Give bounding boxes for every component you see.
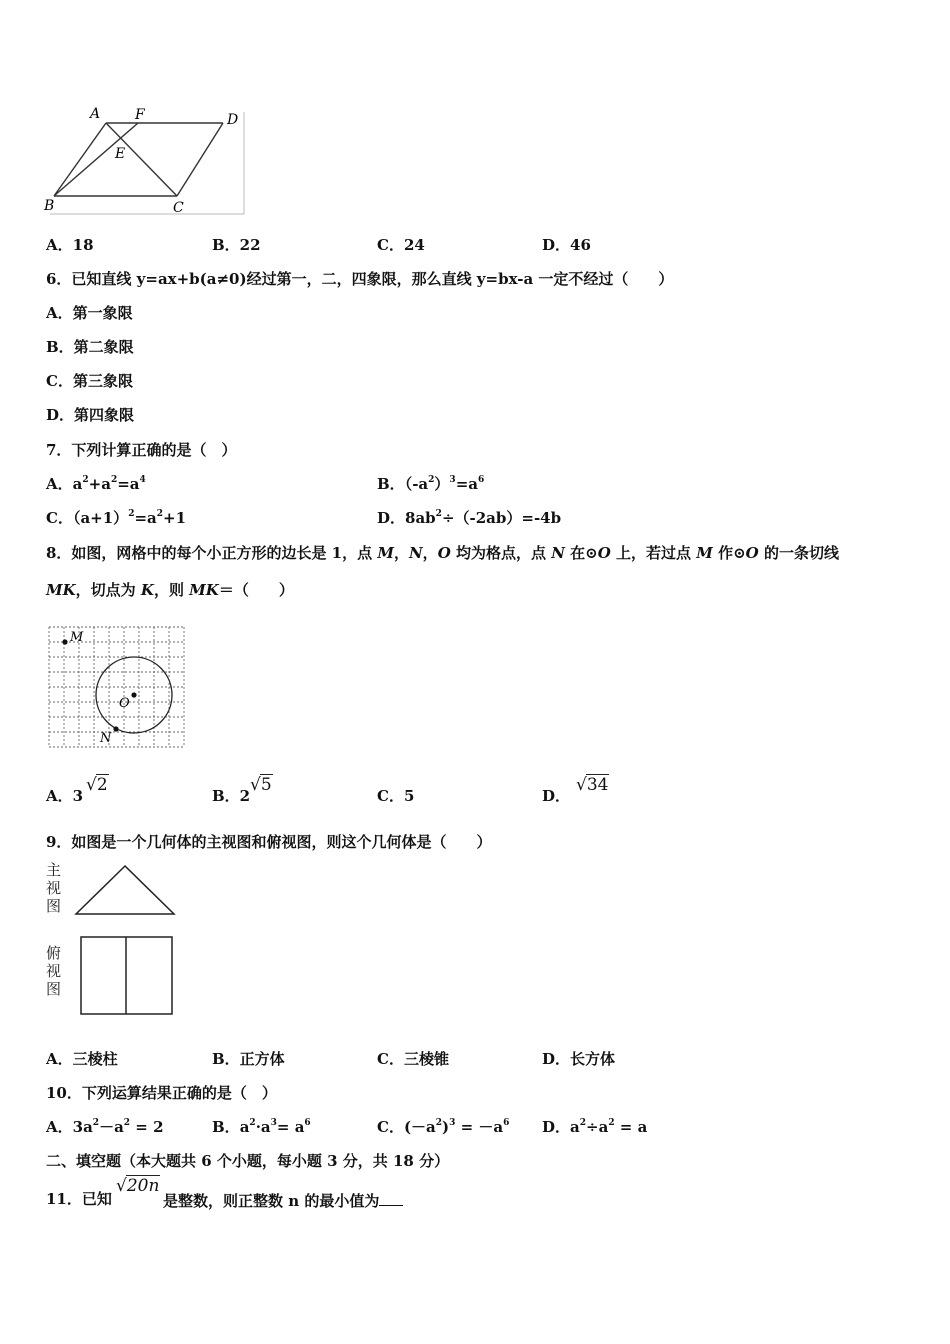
point-n bbox=[113, 726, 118, 731]
label-e: E bbox=[115, 146, 126, 162]
q6-option-d: D．第四象限 bbox=[46, 406, 135, 424]
q11-radical: √20n bbox=[116, 1176, 160, 1196]
q8-option-c: C．5 bbox=[377, 787, 415, 805]
q9-option-a: A．三棱柱 bbox=[46, 1050, 118, 1068]
q5-option-a: A．18 bbox=[46, 236, 94, 254]
point-m bbox=[62, 639, 67, 644]
q9-option-c: C．三棱锥 bbox=[377, 1050, 449, 1068]
q7-stem: 7．下列计算正确的是（ ） bbox=[46, 441, 237, 459]
q6-option-b: B．第二象限 bbox=[46, 338, 134, 356]
q9-option-b: B．正方体 bbox=[212, 1050, 285, 1068]
q8-option-a: A．3 bbox=[46, 787, 84, 805]
q10-option-b: B．$a^2\cdot a^3= a^6$ bbox=[212, 1118, 311, 1136]
label-a: A bbox=[90, 106, 101, 122]
grid-circle-figure bbox=[46, 624, 191, 750]
segment-ab bbox=[54, 123, 106, 196]
q7-option-c: C．$(a+1)^2=a^2+1$ bbox=[46, 509, 187, 527]
label-c: C bbox=[173, 200, 184, 216]
segment-bf bbox=[54, 123, 138, 196]
front-view-label: 主 视 图 bbox=[46, 861, 62, 915]
label-b: B bbox=[44, 198, 55, 214]
q10-stem: 10．下列运算结果正确的是（ ） bbox=[46, 1084, 277, 1102]
segment-dc bbox=[177, 123, 223, 196]
label-n: N bbox=[100, 731, 112, 746]
q10-option-a: A．$3a^2-a^2 = 2$ bbox=[46, 1118, 164, 1136]
q8-stem-line2: MK，切点为 K，则 MK＝（ ） bbox=[46, 581, 294, 599]
q5-option-d: D．46 bbox=[542, 236, 591, 254]
q8-option-a-radical: √2 bbox=[86, 775, 108, 795]
label-f: F bbox=[135, 107, 145, 123]
q9-option-d: D．长方体 bbox=[542, 1050, 616, 1068]
parallelogram-figure bbox=[40, 100, 250, 218]
q6-option-c: C．第三象限 bbox=[46, 372, 133, 390]
q5-option-c: C．24 bbox=[377, 236, 425, 254]
q8-option-b-radical: √5 bbox=[250, 775, 272, 795]
q8-option-d-radical: √34 bbox=[576, 775, 609, 795]
q8-option-b: B．2 bbox=[212, 787, 251, 805]
label-o: O bbox=[119, 696, 130, 711]
q7-option-b: B．$(-a^2)^3=a^6$ bbox=[377, 475, 485, 493]
label-d: D bbox=[227, 112, 239, 128]
q11-stem-post: 是整数，则正整数 n 的最小值为 bbox=[163, 1192, 403, 1209]
front-view-triangle bbox=[72, 862, 178, 918]
q10-option-d: D．$a^2\div a^2 = a$ bbox=[542, 1118, 648, 1136]
q8-stem-line1: 8．如图，网格中的每个小正方形的边长是 1，点 M，N，O 均为格点，点 N 在⊙O 上，若过点 M 作⊙O 的一条切线 bbox=[46, 544, 839, 562]
q8-option-d: D． bbox=[542, 787, 571, 805]
q11-answer-blank[interactable] bbox=[379, 1192, 403, 1206]
q11-stem-pre: 11．已知 bbox=[46, 1190, 112, 1208]
top-view-label: 俯 视 图 bbox=[46, 944, 62, 998]
label-m: M bbox=[70, 630, 84, 645]
q9-stem: 9．如图是一个几何体的主视图和俯视图，则这个几何体是（ ） bbox=[46, 833, 492, 851]
q6-option-a: A．第一象限 bbox=[46, 304, 133, 322]
q5-option-b: B．22 bbox=[212, 236, 261, 254]
q7-option-a: A．$a^2+a^2=a^4$ bbox=[46, 475, 146, 493]
q10-option-c: C．$(-a^2)^3 = -a^6$ bbox=[377, 1118, 510, 1136]
q6-stem: 6．已知直线 y=ax+b(a≠0)经过第一，二，四象限，那么直线 y=bx-a 一定不经过（ ） bbox=[46, 270, 674, 288]
point-o bbox=[131, 692, 136, 697]
section-2-title: 二、填空题（本大题共 6 个小题，每小题 3 分，共 18 分） bbox=[46, 1152, 450, 1170]
q7-option-d: D．$8ab^2\div(-2ab)=-4b$ bbox=[377, 509, 562, 527]
top-view-rectangles bbox=[78, 934, 176, 1018]
